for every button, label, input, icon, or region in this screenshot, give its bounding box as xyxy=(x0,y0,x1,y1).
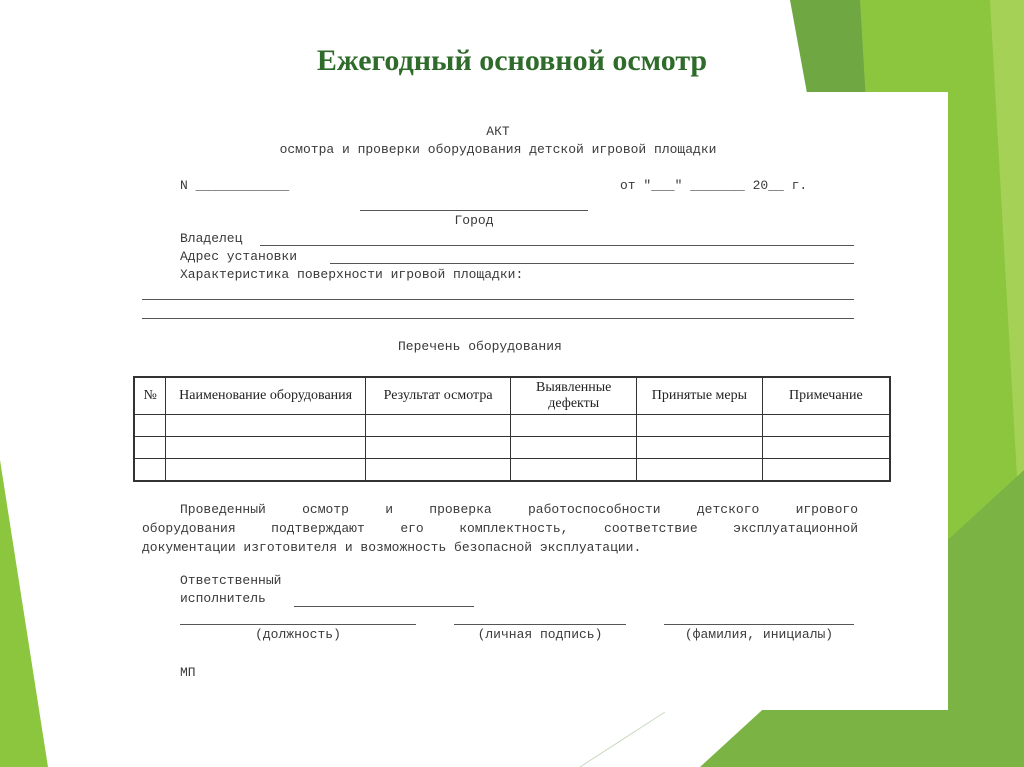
act-heading: АКТ xyxy=(486,124,510,139)
table-cell xyxy=(511,437,637,459)
conclusion-paragraph xyxy=(142,500,858,557)
table-cell xyxy=(762,415,890,437)
column-header-note: Примечание xyxy=(762,377,890,415)
table-cell xyxy=(365,437,511,459)
owner-label: Владелец xyxy=(180,231,243,246)
act-number-field: N ____________ xyxy=(180,178,290,193)
table-cell xyxy=(637,415,763,437)
conclusion-line-1: Проведенный осмотр и проверка работоспособности детского игрового xyxy=(180,502,858,517)
table-cell xyxy=(134,437,166,459)
table-cell xyxy=(134,459,166,482)
address-underline xyxy=(330,263,854,264)
responsible-label-line2: исполнитель xyxy=(180,591,266,606)
table-cell xyxy=(762,459,890,482)
name-caption: (фамилия, инициалы) xyxy=(684,627,834,642)
surface-line-2 xyxy=(142,318,854,319)
column-header-number: № xyxy=(134,377,166,415)
column-header-inspection-result: Результат осмотра xyxy=(365,377,511,415)
column-header-measures: Принятые меры xyxy=(637,377,763,415)
name-underline xyxy=(664,624,854,625)
signature-caption: (личная подпись) xyxy=(477,627,603,642)
signature-underline xyxy=(454,624,626,625)
act-date-field: от "___" _______ 20__ г. xyxy=(620,178,808,193)
table-cell xyxy=(134,415,166,437)
table-cell xyxy=(365,415,511,437)
position-underline xyxy=(180,624,416,625)
responsible-label-line1: Ответственный xyxy=(180,573,282,588)
table-cell xyxy=(762,437,890,459)
table-cell xyxy=(511,415,637,437)
surface-line-1 xyxy=(142,299,854,300)
green-panel-left xyxy=(0,460,48,767)
table-cell xyxy=(166,437,365,459)
column-header-defects: Выявленные дефекты xyxy=(511,377,637,415)
table-cell xyxy=(637,459,763,482)
act-subheading: осмотра и проверки оборудования детской игровой площадки xyxy=(279,142,717,157)
table-cell xyxy=(511,459,637,482)
table-row xyxy=(134,415,890,437)
equipment-list-title: Перечень оборудования xyxy=(398,339,562,354)
table-row xyxy=(134,437,890,459)
column-header-equipment-name: Наименование оборудования xyxy=(166,377,365,415)
position-caption: (должность) xyxy=(255,627,341,642)
table-cell xyxy=(365,459,511,482)
table-cell xyxy=(166,459,365,482)
address-label: Адрес установки xyxy=(180,249,298,264)
city-caption: Город xyxy=(454,213,494,228)
owner-underline xyxy=(260,245,854,246)
conclusion-line-2: оборудования подтверждают его комплектность, соответствие эксплуатационной xyxy=(142,521,858,536)
conclusion-line-3: документации изготовителя и возможность безопасной эксплуатации. xyxy=(142,540,642,555)
act-document xyxy=(104,92,948,710)
city-underline xyxy=(360,210,588,211)
table-header-row xyxy=(134,377,890,415)
equipment-table xyxy=(133,376,891,482)
table-row xyxy=(134,459,890,482)
surface-label: Характеристика поверхности игровой площадки: xyxy=(180,267,524,282)
slide-title-text: Ежегодный основной осмотр xyxy=(316,44,708,77)
slide-title xyxy=(0,44,1024,78)
table-cell xyxy=(637,437,763,459)
responsible-underline xyxy=(294,606,474,607)
table-cell xyxy=(166,415,365,437)
stamp-label: МП xyxy=(180,665,196,680)
thin-accent-line xyxy=(580,712,665,767)
